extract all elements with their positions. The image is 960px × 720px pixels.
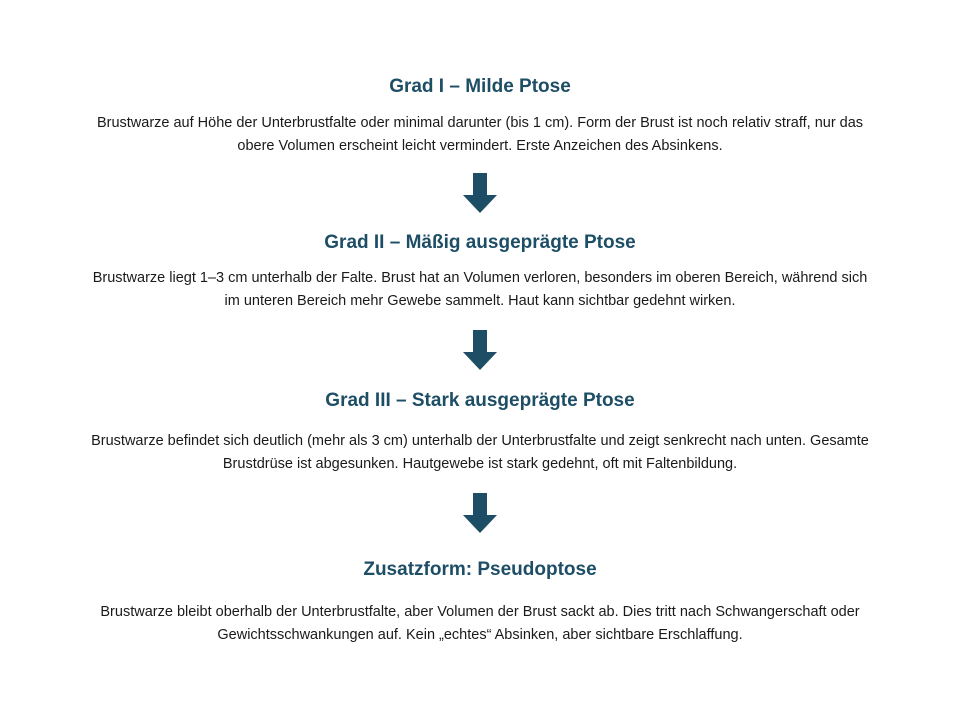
step-3-title: Grad III – Stark ausgeprägte Ptose [325, 390, 635, 411]
step-4-description: Brustwarze bleibt oberhalb der Unterbrustfalte, aber Volumen der Brust sackt ab. Dies tritt nach Schwangerschaft oder Gewichtsschwankungen auf. Kein „echtes“ Absinken, aber sichtbare Erschlaffung. [100, 604, 860, 643]
step-4-title: Zusatzform: Pseudoptose [363, 559, 597, 580]
arrow-down-icon [463, 173, 497, 213]
step-1-description: Brustwarze auf Höhe der Unterbrustfalte oder minimal darunter (bis 1 cm). Form der Brust ist noch relativ straff, nur das obere Volumen erscheint leicht vermindert. Erste Anzeichen des Absinkens. [96, 115, 864, 154]
arrow-down-icon [463, 493, 497, 533]
step-3-description: Brustwarze befindet sich deutlich (mehr als 3 cm) unterhalb der Unterbrustfalte und zeigt senkrecht nach unten. Gesamte Brustdrüse ist abgesunken. Hautgewebe ist stark gedehnt, oft mit Faltenbildung. [91, 433, 869, 472]
arrow-down-icon [463, 330, 497, 370]
step-2-title: Grad II – Mäßig ausgeprägte Ptose [324, 232, 636, 253]
step-1-title: Grad I – Milde Ptose [389, 76, 571, 97]
step-2-description: Brustwarze liegt 1–3 cm unterhalb der Falte. Brust hat an Volumen verloren, besonders im oberen Bereich, während sich im unteren Bereich mehr Gewebe sammelt. Haut kann sichtbar gedehnt wirken. [92, 270, 868, 309]
